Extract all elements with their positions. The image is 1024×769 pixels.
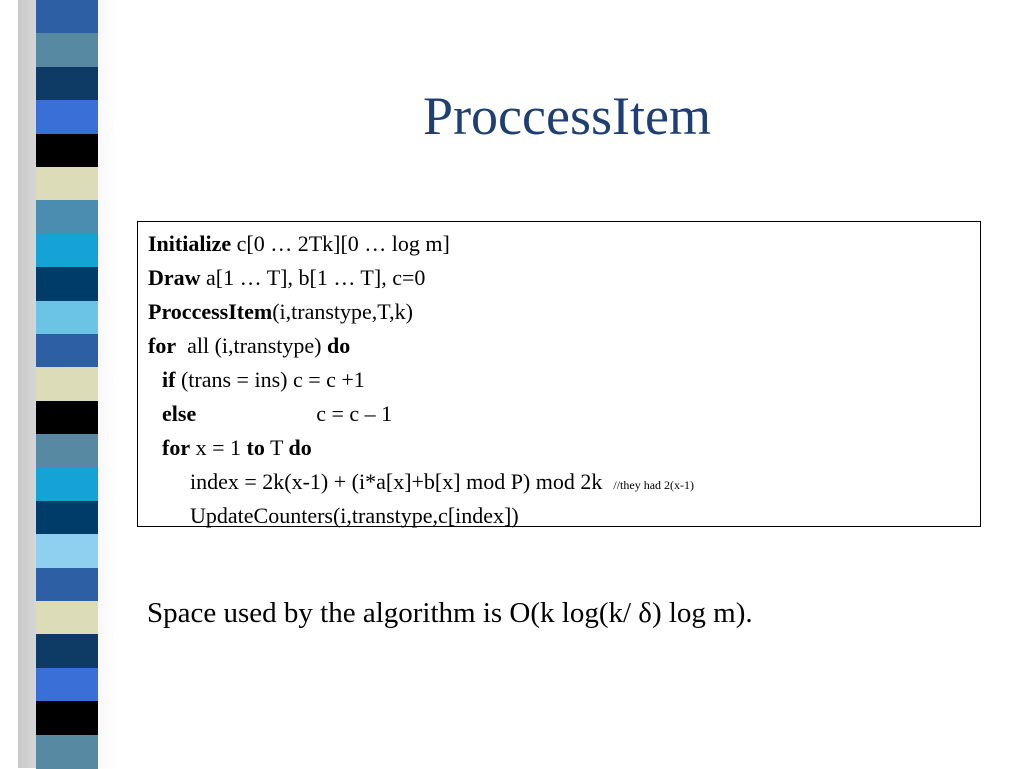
stripe-band	[36, 0, 98, 34]
pseudocode-box	[137, 221, 981, 527]
code-text: a[1 … T], b[1 … T], c=0	[200, 265, 426, 290]
code-line-for-x	[148, 431, 980, 465]
code-line-draw	[148, 261, 980, 295]
stripe-band	[36, 701, 98, 735]
code-line-index	[148, 465, 980, 499]
code-line-if	[148, 363, 980, 397]
keyword-draw: Draw	[148, 265, 201, 290]
keyword-do: do	[327, 333, 351, 358]
stripe-band	[36, 668, 98, 702]
stripe-band	[36, 301, 98, 335]
code-text: (trans = ins) c = c +1	[175, 367, 365, 392]
keyword-proccessitem: ProccessItem	[148, 299, 273, 324]
code-line-for-all	[148, 329, 980, 363]
stripe-band	[36, 601, 98, 635]
keyword-if: if	[162, 367, 176, 392]
stripe-band	[36, 401, 98, 435]
code-text: c = c – 1	[316, 401, 393, 426]
keyword-for: for	[148, 333, 177, 358]
code-text: x = 1	[190, 435, 247, 460]
stripe-band	[36, 467, 98, 501]
stripe-band	[36, 167, 98, 201]
keyword-for: for	[162, 435, 191, 460]
keyword-else: else	[162, 401, 197, 426]
stripe-band	[36, 200, 98, 234]
code-line-updatecounters	[148, 499, 980, 533]
stripe-band	[36, 267, 98, 301]
code-text: T	[264, 435, 289, 460]
code-text: UpdateCounters(i,transtype,c[index])	[190, 503, 519, 528]
stripe-band	[36, 534, 98, 568]
code-text: c[0 … 2Tk][0 … log m]	[231, 231, 450, 256]
stripe-band	[36, 434, 98, 468]
stripe-band	[36, 367, 98, 401]
code-text: all (i,transtype)	[176, 333, 327, 358]
page-title: ProccessItem	[423, 86, 711, 146]
space-complexity-text: Space used by the algorithm is O(k log(k/ δ) log m).	[147, 597, 753, 629]
code-comment: //they had 2(x-1)	[613, 478, 695, 492]
stripe-band	[36, 634, 98, 668]
stripe-band	[36, 234, 98, 268]
stripe-band	[36, 735, 98, 769]
stripe-band	[36, 334, 98, 368]
keyword-initialize: Initialize	[148, 231, 232, 256]
stripe-band	[36, 33, 98, 67]
stripe-band	[36, 501, 98, 535]
code-text: (i,transtype,T,k)	[272, 299, 413, 324]
stripe-band	[36, 568, 98, 602]
code-line-else	[148, 397, 980, 431]
keyword-to: to	[246, 435, 265, 460]
code-text: index = 2k(x-1) + (i*a[x]+b[x] mod P) mod 2k	[190, 469, 614, 494]
code-line-proccessitem	[148, 295, 980, 329]
keyword-do: do	[288, 435, 312, 460]
code-line-initialize	[148, 227, 980, 261]
